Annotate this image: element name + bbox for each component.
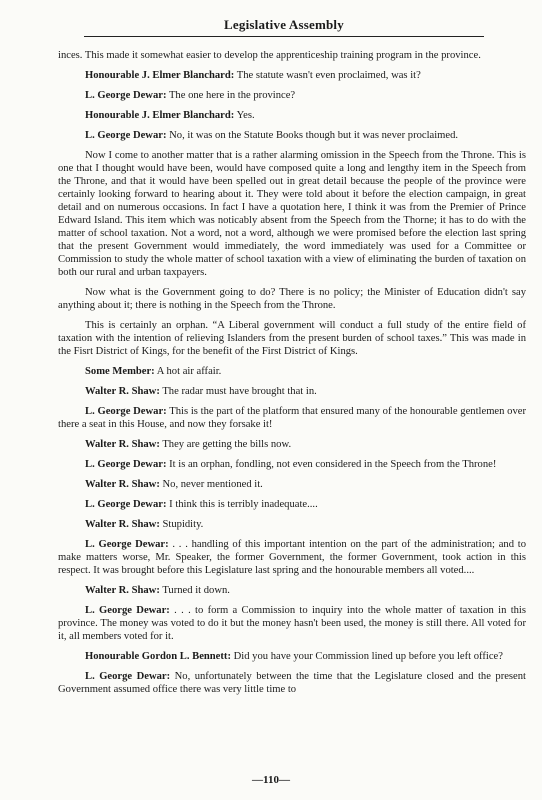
paragraph	[58, 406, 526, 432]
paragraph	[58, 539, 526, 578]
paragraph-text: They are getting the bills now.	[162, 438, 292, 450]
speaker-name: Walter R. Shaw:	[85, 438, 160, 450]
speaker-name: L. George Dewar:	[85, 90, 167, 102]
paragraph-text: It is an orphan, fondling, not even considered in the Speech from the Throne!	[169, 458, 497, 470]
paragraph-text: Now what is the Government going to do? There is no policy; the Minister of Education didn't say anything about it; there is nothing in the Speech from the Throne.	[58, 286, 526, 311]
paragraph-text: Turned it down.	[162, 585, 230, 597]
paragraph-text: Now I come to another matter that is a rather alarming omission in the Speech from the Throne. This is one that I thought would have been, would have composed quite a long and lengthy item in the Speech from the Throne, and that it would have been spelled out in great detail because the people of the province were certainly looking forward to hearing about it. They were told about it before the election campaign, in great detail and on numerous occasions. In fact I have a quotation here, I think it was from the Premier of Prince Edward Island. This item which was noticably absent from the Speech from the Thorne; it has to do with the matter of school taxation. Not a word, not a word, although we were promised before the election last spring that the present Government would immediately, the word immediately was used for a Committee or Commission to study the whole matter of school taxation with a view of eliminating the burden of taxation on both our rural and urban taxpayers.	[58, 150, 526, 278]
paragraph-text: This is the part of the platform that ensured many of the honourable gentlemen over there a seat in this House, and now they forsake it!	[58, 405, 526, 430]
paragraph	[58, 671, 526, 697]
paragraph-text: The one here in the province?	[168, 90, 296, 102]
paragraph	[58, 605, 526, 644]
speaker-name: Walter R. Shaw:	[85, 479, 160, 490]
paragraph	[58, 320, 526, 359]
speaker-name: L. George Dewar:	[85, 130, 167, 142]
paragraph-text: The statute wasn't even proclaimed, was it?	[236, 70, 421, 82]
paragraph	[58, 50, 526, 63]
paragraph-text: . . . handling of this important intention on the part of the administration; and to make matters worse, Mr. Speaker, the former Government, the former Government, took action in this respect. It was brought before this Legislature last spring and the honourable members all voted....	[58, 539, 526, 577]
paragraph	[58, 366, 526, 379]
speaker-name: Honourable J. Elmer Blanchard:	[85, 70, 235, 82]
paragraph	[58, 130, 526, 143]
paragraph-text: This is certainly an orphan. “A Liberal government will conduct a full study of the entire field of taxation with the intention of relieving Islanders from the present burden of school taxes.” This was made in the Fisrt District of Kings, for the benefit of the First District of Kings.	[58, 319, 526, 357]
paragraph	[58, 651, 526, 664]
paragraph	[58, 386, 526, 399]
speaker-name: L. George Dewar:	[85, 605, 170, 617]
paragraph	[58, 439, 526, 452]
paragraph	[58, 479, 526, 492]
paragraph-text: No, unfortunately between the time that the Legislature closed and the present Government assumed office there was very little time to	[58, 671, 526, 696]
speaker-name: L. George Dewar:	[85, 405, 167, 417]
paragraph-text: I think this is terribly inadequate....	[169, 499, 318, 511]
paragraph-text: inces. This made it somewhat easier to develop the apprenticeship training program in the province.	[58, 50, 481, 61]
page-header: Legislative Assembly	[224, 17, 344, 32]
paragraph-text: Stupidity.	[162, 519, 204, 531]
paragraph	[58, 70, 526, 83]
paragraph	[58, 287, 526, 313]
paragraph	[58, 499, 526, 512]
speaker-name: Some Member:	[85, 365, 155, 377]
page-number: —110—	[252, 774, 290, 786]
paragraph	[58, 519, 526, 532]
speaker-name: L. George Dewar:	[85, 499, 167, 511]
speaker-name: Walter R. Shaw:	[85, 519, 160, 531]
speaker-name: L. George Dewar:	[85, 458, 167, 470]
paragraph	[58, 585, 526, 598]
paragraph-text: Yes.	[236, 110, 255, 122]
speaker-name: L. George Dewar:	[85, 539, 169, 551]
speaker-name: Honourable J. Elmer Blanchard:	[85, 110, 235, 122]
speaker-name: Honourable Gordon L. Bennett:	[85, 651, 231, 663]
paragraph-text: A hot air affair.	[156, 365, 222, 377]
paragraph-text: The radar must have brought that in.	[162, 385, 317, 397]
paragraph-text: Did you have your Commission lined up before you left office?	[233, 651, 503, 663]
paragraph	[58, 110, 526, 123]
speaker-name: L. George Dewar:	[85, 671, 171, 683]
paragraph	[58, 150, 526, 279]
paragraph-text: . . . to form a Commission to inquiry into the whole matter of taxation in this province. The money was voted to do it but the money hasn't been used, the money is still there. All voted for it, all members voted for it.	[58, 605, 526, 643]
header-rule	[84, 36, 484, 37]
paragraph	[58, 90, 526, 103]
paragraph-text: No, it was on the Statute Books though but it was never proclaimed.	[169, 130, 459, 142]
transcript-body	[58, 50, 526, 704]
speaker-name: Walter R. Shaw:	[85, 385, 160, 397]
paragraph	[58, 459, 526, 472]
speaker-name: Walter R. Shaw:	[85, 585, 160, 597]
paragraph-text: No, never mentioned it.	[162, 479, 263, 490]
